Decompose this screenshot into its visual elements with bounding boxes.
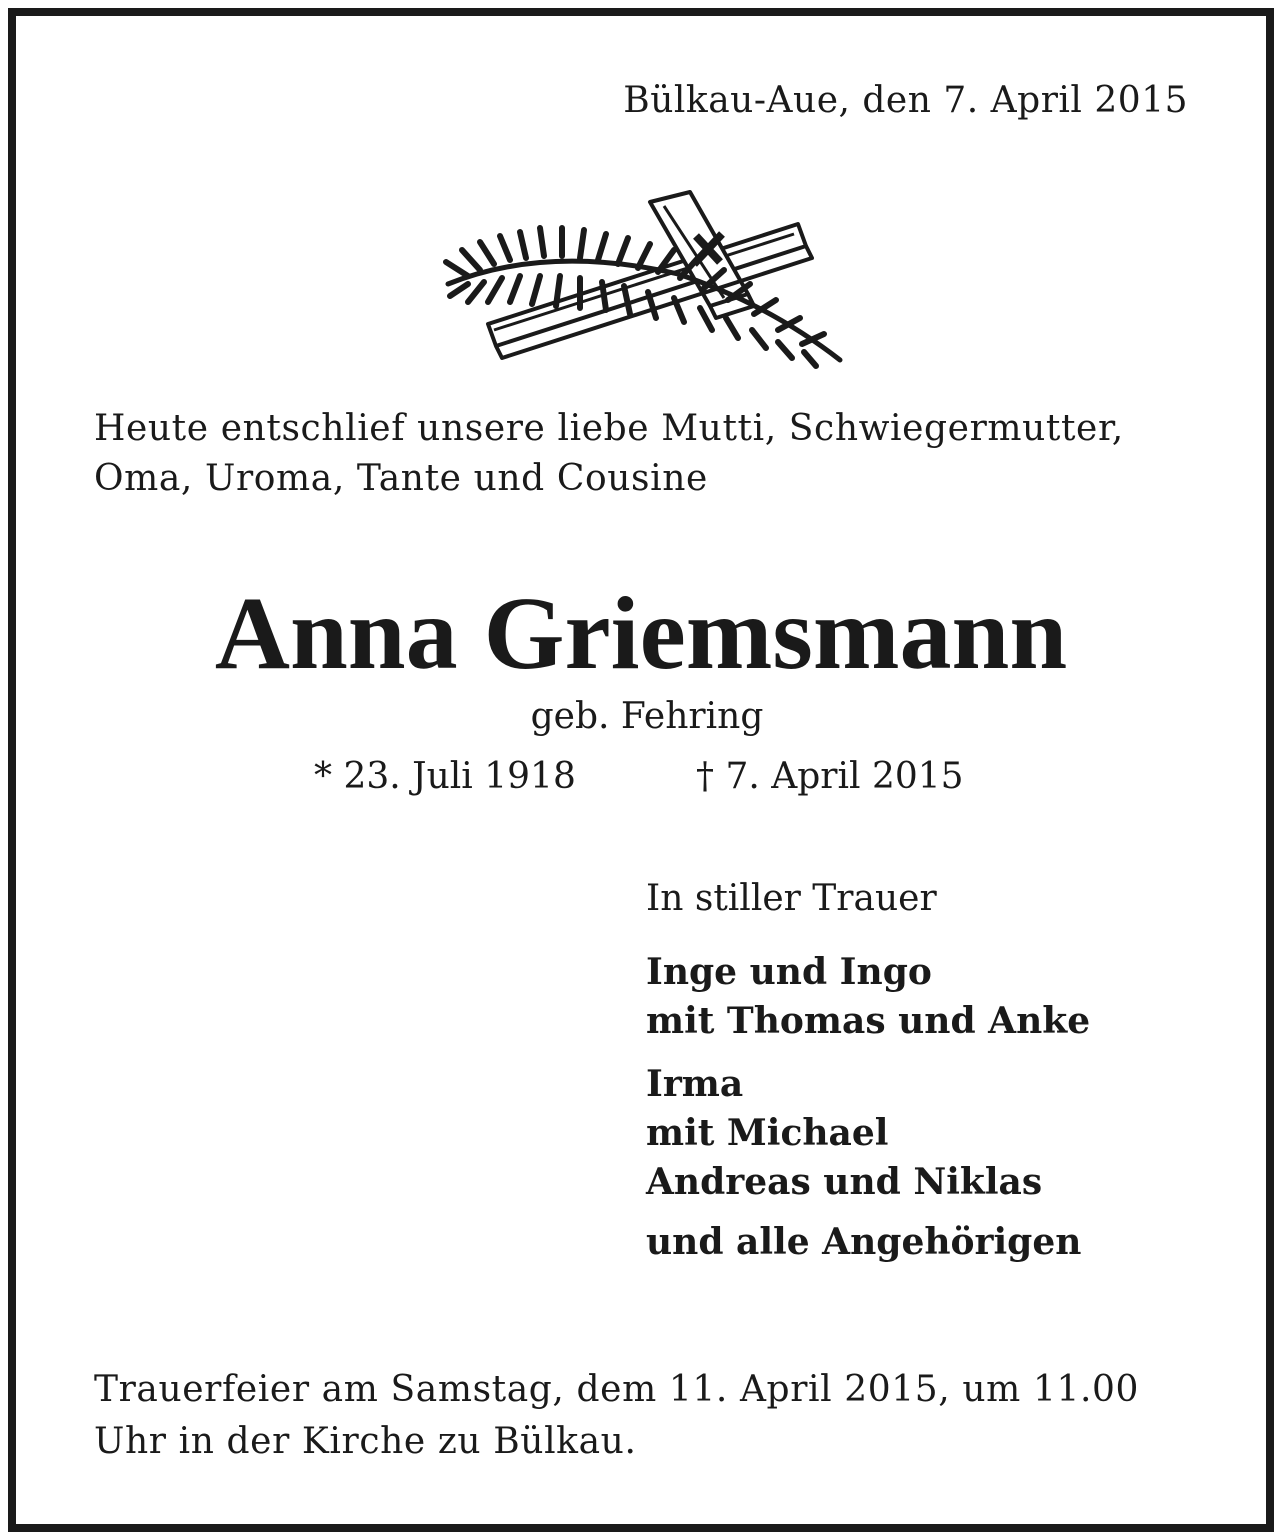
family-line: und alle Angehörigen: [646, 1221, 1082, 1263]
family-group: [646, 948, 1090, 1046]
family-group: [646, 1218, 1081, 1267]
intro-line: Oma, Uroma, Tante und Cousine: [94, 458, 708, 499]
service-line: Uhr in der Kirche zu Bülkau.: [94, 1421, 637, 1462]
service-line: Trauerfeier am Samstag, dem 11. April 2015, um 11.00: [94, 1369, 1140, 1410]
cross-with-palm-frond-icon: [428, 184, 856, 372]
family-line: Irma: [646, 1063, 744, 1105]
intro-text: [94, 404, 1124, 504]
birth-date: * 23. Juli 1918: [314, 756, 576, 797]
death-date: † 7. April 2015: [696, 756, 964, 797]
place-date: Bülkau-Aue, den 7. April 2015: [623, 80, 1188, 121]
family-line: Inge und Ingo: [646, 951, 932, 993]
family-group: [646, 1060, 1042, 1207]
family-line: mit Michael: [646, 1112, 889, 1154]
family-line: mit Thomas und Anke: [646, 1000, 1091, 1042]
service-info: [94, 1364, 1139, 1468]
notice-frame: [8, 8, 1274, 1532]
intro-line: Heute entschlief unsere liebe Mutti, Schwiegermutter,: [94, 408, 1124, 449]
birth-name: geb. Fehring: [530, 696, 764, 737]
family-line: Andreas und Niklas: [646, 1161, 1043, 1203]
deceased-name: Anna Griemsmann: [214, 576, 1068, 691]
mourning-phrase: In stiller Trauer: [646, 878, 937, 919]
